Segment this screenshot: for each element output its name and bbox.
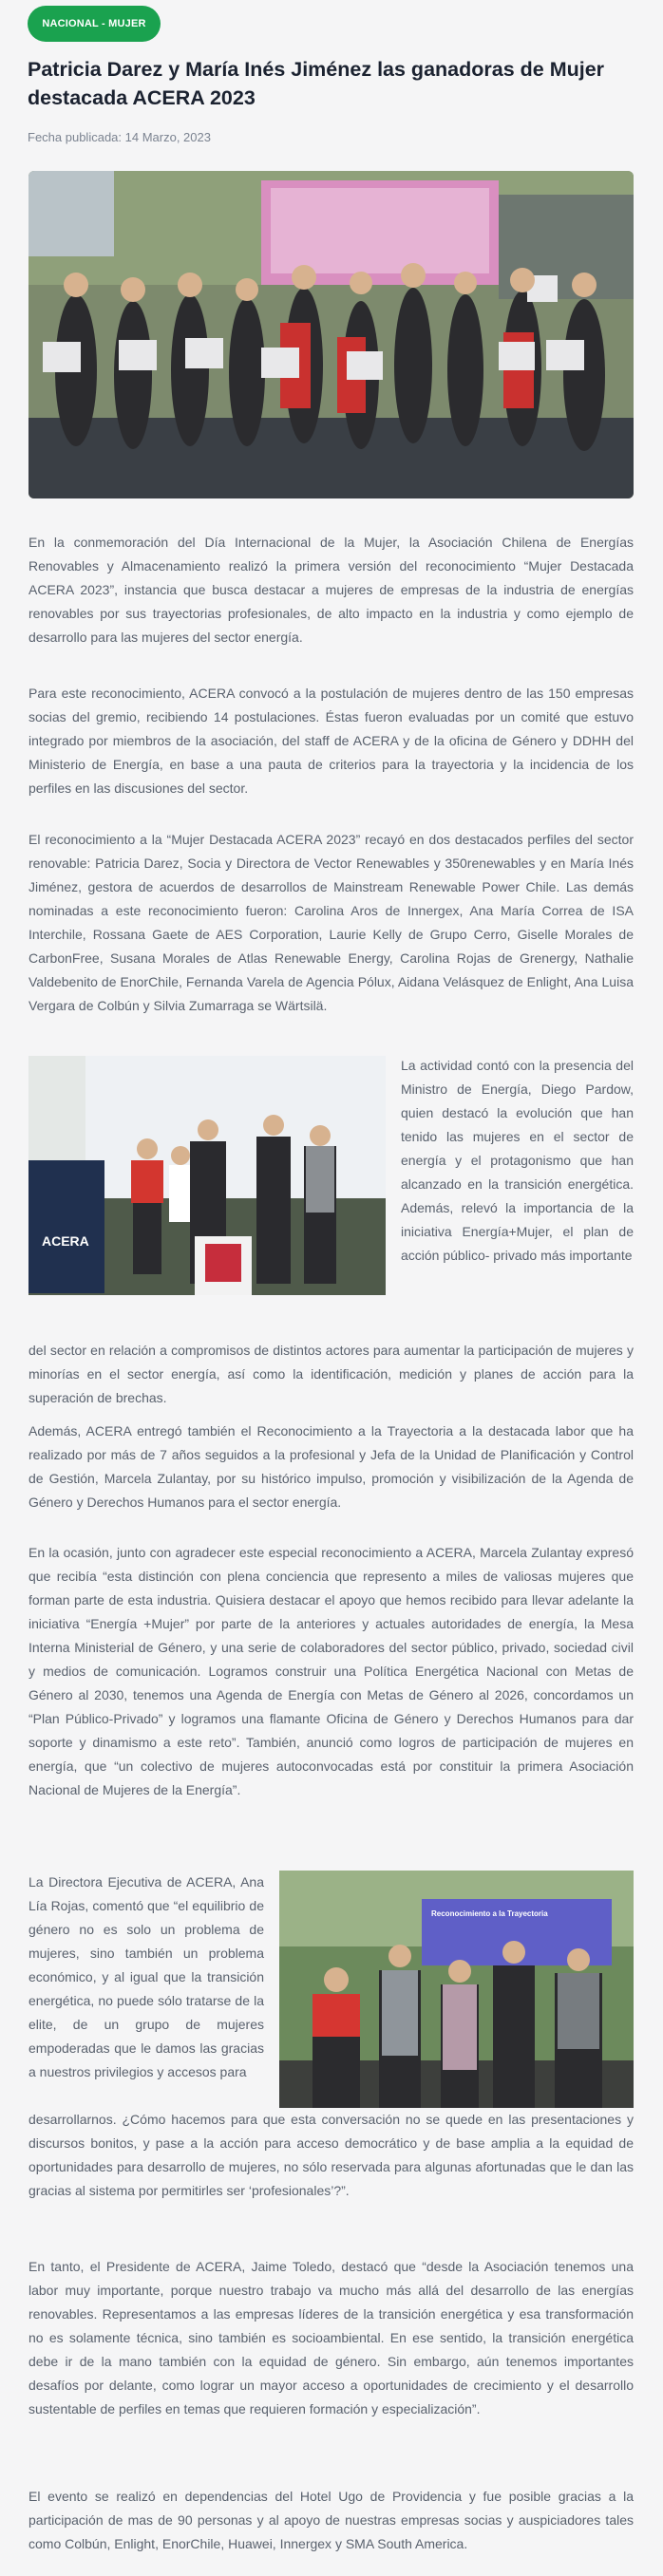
paragraph-8: En tanto, el Presidente de ACERA, Jaime Toledo, destacó que “desde la Asociación tenemos una labor muy importante, porque nuestro trabajo va mucho más allá del desarrollo de las energías renovables. Representamos a las empresas líderes de la transición energética y esa transformación no es solamente técnica, sino también es socioambiental. En ese sentido, la transición energética debe ir de la mano también con la equidad de género. Sin embargo, aún tenemos importantes desafíos por delante, como lograr un mayor acceso a oportunidades de crecimiento y el desarrollo sustentable de perfiles en temas que requieren formación y especialización”. [28, 2259, 634, 2416]
minister-photo-art [28, 1056, 386, 1295]
group-photo [28, 171, 634, 498]
paragraph-7-side: La Directora Ejecutiva de ACERA, Ana Lía Rojas, comentó que “el equilibrio de género no es solo un problema de mujeres, sino también un problema económico, y al igual que la transición energética, no puede sólo tratarse de la elite, de un grupo de mujeres empoderadas que le damos las gracias a nuestros privilegios y accesos para [28, 1874, 264, 2079]
article-title: Patricia Darez y María Inés Jiménez las ganadoras de Mujer destacada ACERA 2023 [28, 58, 605, 109]
publish-date: Fecha publicada: 14 Marzo, 2023 [28, 130, 211, 144]
paragraph-3: El reconocimiento a la “Mujer Destacada ACERA 2023” recayó en dos destacados perfiles del sector renovable: Patricia Darez, Socia y Directora de Vector Renewables y 350renewables y en María Inés Jiménez, gestora de acuerdos de desarrollos de Mainstream Renewable Power Chile. Las demás nominadas a este reconocimiento fueron: Carolina Aros de Innergex, Ana María Correa de ISA Interchile, Rossana Gaete de AES Corporation, Laurie Kelly de Grupo Cerro, Giselle Morales de CarbonFree, Susana Morales de Atlas Renewable Energy, Carolina Rojas de Grenergy, Nathalie Valdebenito de EnorChile, Fernanda Varela de Agencia Pólux, Aidana Velásquez de Enlight, Ana Luisa Vergara de Colbún y Silvia Zumarraga se Wärtsilä. [28, 832, 634, 1013]
minister-photo [28, 1056, 386, 1295]
paragraph-9: El evento se realizó en dependencias del Hotel Ugo de Providencia y fue posible gracias a la participación de mas de 90 personas y al apoyo de nuestras empresas socias y auspiciadores tales como Colbún, Enlight, EnorChile, Huawei, Innergex y SMA South America. [28, 2489, 634, 2551]
banner-label: Reconocimiento a la Trayectoria [431, 1909, 548, 1918]
paragraph-7-continued: desarrollarnos. ¿Cómo hacemos para que esta conversación no se quede en las presentaciones y discursos bonitos, y pase a la acción para acceso democrático y de base amplia a la equidad de oportunidades para desarrollo de mujeres, no sólo reservada para algunas afortunadas que le dan las gracias al sistema por permitirles ser ‘profesionales’?”. [28, 2112, 634, 2198]
paragraph-1: En la conmemoración del Día Internacional de la Mujer, la Asociación Chilena de Energías Renovables y Almacenamiento realizó la primera versión del reconocimiento “Mujer Destacada ACERA 2023”, instancia que busca destacar a mujeres de empresas de la industria de energías renovables por sus trayectorias profesionales, de alto impacto en la industria y como ejemplo de desarrollo para las mujeres del sector energía. [28, 535, 634, 645]
paragraph-4-side: La actividad contó con la presencia del Ministro de Energía, Diego Pardow, quien destacó la evolución que han tenido las mujeres en el sector de energía y el protagonismo que han alcanzado en la transición energética. Además, relevó la importancia de la iniciativa Energía+Mujer, el plan de acción público- privado más importante [401, 1058, 634, 1263]
podium-label: ACERA [42, 1233, 89, 1249]
paragraph-5: Además, ACERA entregó también el Reconocimiento a la Trayectoria a la destacada labor que ha realizado por más de 7 años seguidos a la profesional y Jefa de la Unidad de Planificación y Control de Gestión, Marcela Zulantay, por su histórico impulso, promoción y visibilización de la Agenda de Género y Derechos Humanos para el sector energía. [28, 1423, 634, 1510]
paragraph-6: En la ocasión, junto con agradecer este especial reconocimiento a ACERA, Marcela Zulantay expresó que recibía “esta distinción con plena conciencia que represento a miles de valiosas mujeres que forman parte de esta industria. Quisiera destacar el apoyo que hemos recibido para llevar adelante la iniciativa “Energía +Mujer” por parte de la anteriores y actuales autoridades de energía, la Mesa Interna Ministerial de Género, y una serie de colaboradores del sector público, privado, sociedad civil y medios de comunicación. Logramos construir una Política Energética Nacional con Metas de Género al 2030, tenemos una Agenda de Energía con Metas de Género al 2026, concordamos un “Plan Público-Privado” y logramos una flamante Oficina de Género y Derechos Humanos para dar soporte y dinamismo a este reto”. También, anunció como logros de participación de mujeres en energía, que “un colectivo de mujeres autoconvocadas está por constituir la primera Asociación Nacional de Mujeres de la Energía”. [28, 1545, 634, 1797]
group-photo-art [28, 171, 634, 498]
trajectory-award-photo [279, 1871, 634, 2108]
paragraph-2: Para este reconocimiento, ACERA convocó a la postulación de mujeres dentro de las 150 empresas socias del gremio, recibiendo 14 postulaciones. Éstas fueron evaluadas por un comité que estuvo integrado por miembros de la asociación, del staff de ACERA y de la oficina de Género y DDHH del Ministerio de Energía, en base a una pauta de criterios para la trayectoria y la incidencia de los perfiles en las discusiones del sector. [28, 686, 634, 796]
category-badge[interactable]: NACIONAL - MUJER [28, 6, 161, 42]
trajectory-photo-art [279, 1871, 634, 2108]
paragraph-4-continued: del sector en relación a compromisos de distintos actores para aumentar la participación de mujeres y minorías en el sector energía, así como la identificación, medición y planes de acción para la superación de brechas. [28, 1343, 634, 1405]
